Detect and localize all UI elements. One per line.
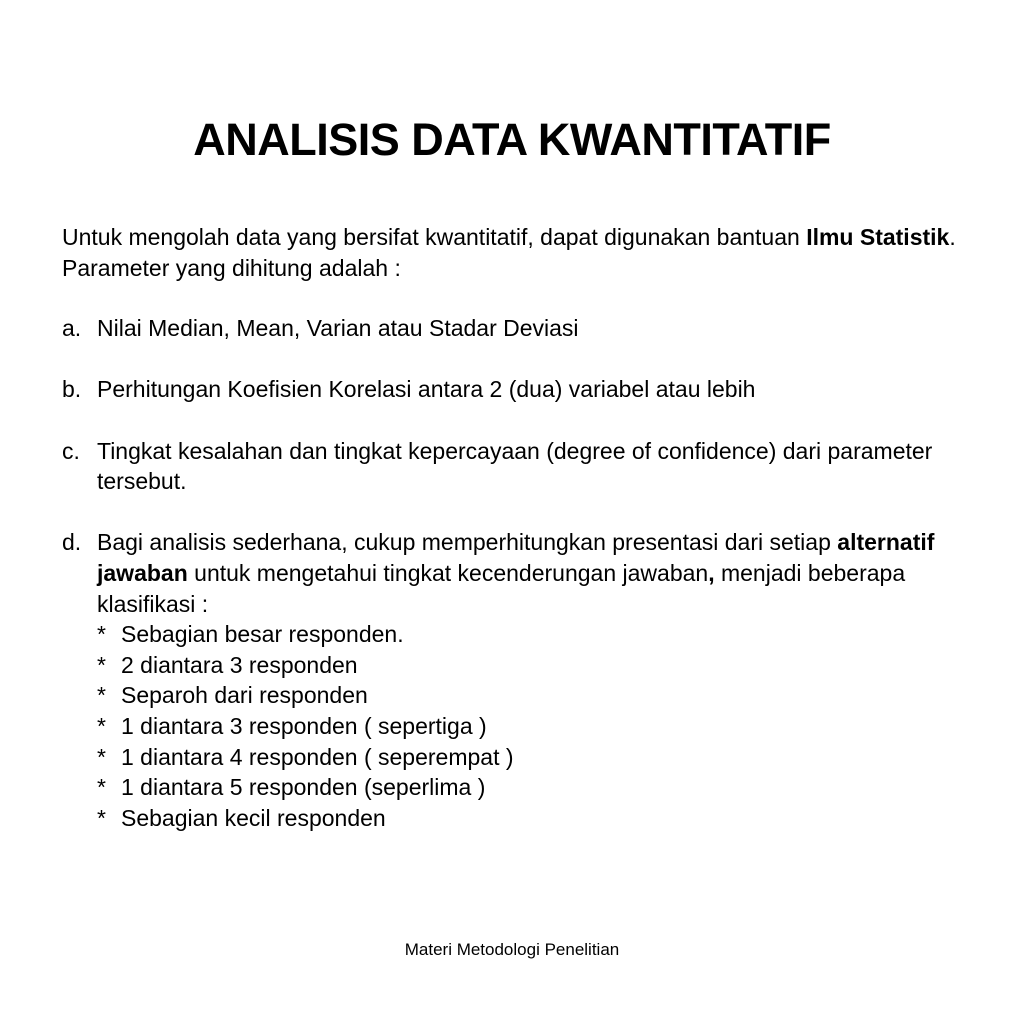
classification-text: Sebagian kecil responden — [121, 804, 386, 831]
classification-item — [97, 772, 962, 803]
bullet-star: * — [97, 712, 106, 739]
list-item-bold-comma: , — [708, 559, 715, 586]
list-item-text: untuk mengetahui tingkat kecenderungan jawaban — [187, 559, 709, 586]
slide-body — [62, 222, 962, 864]
classification-item — [97, 619, 962, 650]
list-item-a — [62, 313, 962, 344]
intro-text-end: . Parameter yang dihitung adalah : — [62, 224, 956, 281]
classification-text: 1 diantara 5 responden (seperlima ) — [121, 774, 486, 801]
bullet-star: * — [97, 743, 106, 770]
bullet-star: * — [97, 804, 106, 831]
classification-text: 2 diantara 3 responden — [121, 651, 358, 678]
classification-item — [97, 742, 962, 773]
bullet-star: * — [97, 774, 106, 801]
classification-item — [97, 803, 962, 834]
classification-item — [97, 680, 962, 711]
classification-item — [97, 650, 962, 681]
slide-footer: Materi Metodologi Penelitian — [404, 940, 620, 959]
intro-bold-term: Ilmu Statistik — [806, 224, 950, 250]
classification-item — [97, 711, 962, 742]
classification-text: Sebagian besar responden. — [121, 621, 404, 648]
classification-text: 1 diantara 4 responden ( seperempat ) — [121, 743, 514, 770]
list-item-d — [62, 527, 962, 833]
list-item-text: Perhitungan Koefisien Korelasi antara 2 (dua) variabel atau lebih — [97, 376, 756, 403]
bullet-star: * — [97, 621, 106, 648]
bullet-star: * — [97, 651, 106, 678]
list-item-bold-term: alternatif jawaban — [97, 529, 935, 586]
slide-title: ANALISIS DATA KWANTITATIF — [193, 114, 831, 165]
classification-list — [97, 619, 962, 833]
list-marker: d. — [62, 529, 82, 556]
classification-text: 1 diantara 3 responden ( sepertiga ) — [121, 712, 487, 739]
list-item-text: Tingkat kesalahan dan tingkat kepercayaan (degree of confidence) dari parameter tersebut. — [97, 437, 933, 495]
intro-paragraph — [62, 222, 962, 283]
list-marker: b. — [62, 376, 82, 403]
list-marker: a. — [62, 315, 82, 342]
bullet-star: * — [97, 682, 106, 709]
intro-text: Untuk mengolah data yang bersifat kwantitatif, dapat digunakan bantuan — [62, 224, 807, 250]
list-marker: c. — [62, 437, 80, 464]
list-item-c — [62, 436, 962, 497]
list-item-text: Bagi analisis sederhana, cukup memperhitungkan presentasi dari setiap — [97, 529, 838, 556]
list-item-b — [62, 374, 962, 405]
list-item-text: Nilai Median, Mean, Varian atau Stadar Deviasi — [97, 315, 579, 342]
list-item-text: menjadi beberapa klasifikasi : — [97, 559, 906, 617]
classification-text: Separoh dari responden — [121, 682, 368, 709]
